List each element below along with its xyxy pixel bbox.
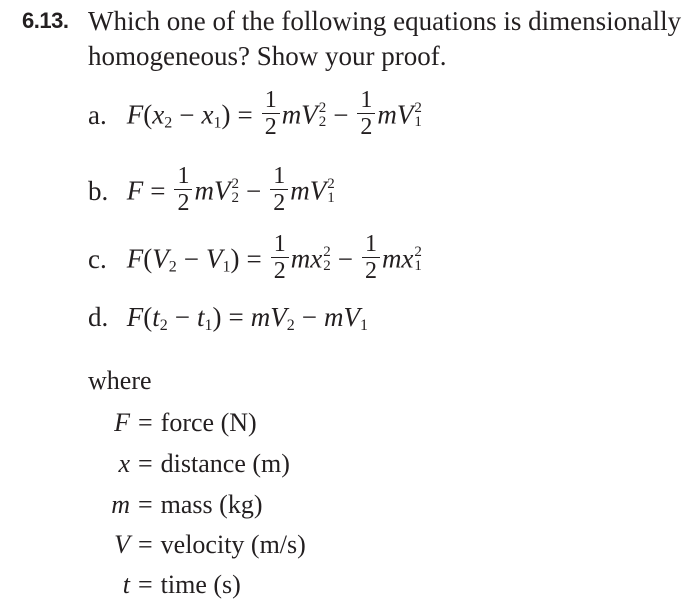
option-label-a: a.	[88, 99, 107, 130]
definition-meaning: time (s)	[160, 570, 241, 599]
definition-row: F = force (N)	[92, 408, 257, 438]
option-label-c: c.	[88, 243, 107, 274]
definition-row: m = mass (kg)	[92, 490, 263, 520]
definition-meaning: distance (m)	[160, 449, 290, 478]
definition-symbol: F	[114, 408, 130, 437]
definition-meaning: velocity (m/s)	[160, 530, 306, 559]
definition-symbol: t	[122, 570, 130, 599]
definition-row: V = velocity (m/s)	[92, 530, 306, 560]
equation-c: c. $F(V_2 - V_1)$ = $\frac{1}{2}$ mx 2 2 − $\frac{1}{2}$ mx 2 1	[88, 231, 422, 284]
definition-row: t = time (s)	[92, 570, 241, 600]
definition-symbol: V	[114, 530, 130, 559]
option-label-d: d.	[88, 302, 109, 332]
definition-symbol: m	[111, 490, 130, 519]
equation-b: b. F = $\frac{1}{2}$ mV 2 2 − $\frac{1}{2}$ mV 2 1	[88, 163, 335, 216]
option-label-b: b.	[88, 175, 109, 206]
question-text: Which one of the following equations is dimensionally homogeneous? Show your proof.	[88, 6, 682, 71]
problem-number: 6.13.	[22, 8, 69, 33]
definition-meaning: force (N)	[160, 408, 257, 437]
definition-meaning: mass (kg)	[160, 490, 263, 519]
equation-a: a. $F(x_2 - x_1)$ = $\frac{1}{2}$ mV 2 2 − $\frac{1}{2}$ mV 2 1	[88, 87, 422, 140]
equation-d: d. $F(t_2 - t_1) = mV_2 - mV_1$	[88, 302, 368, 334]
definition-symbol: x	[118, 449, 130, 478]
definition-row: x = distance (m)	[92, 449, 290, 479]
where-label: where	[88, 366, 152, 395]
